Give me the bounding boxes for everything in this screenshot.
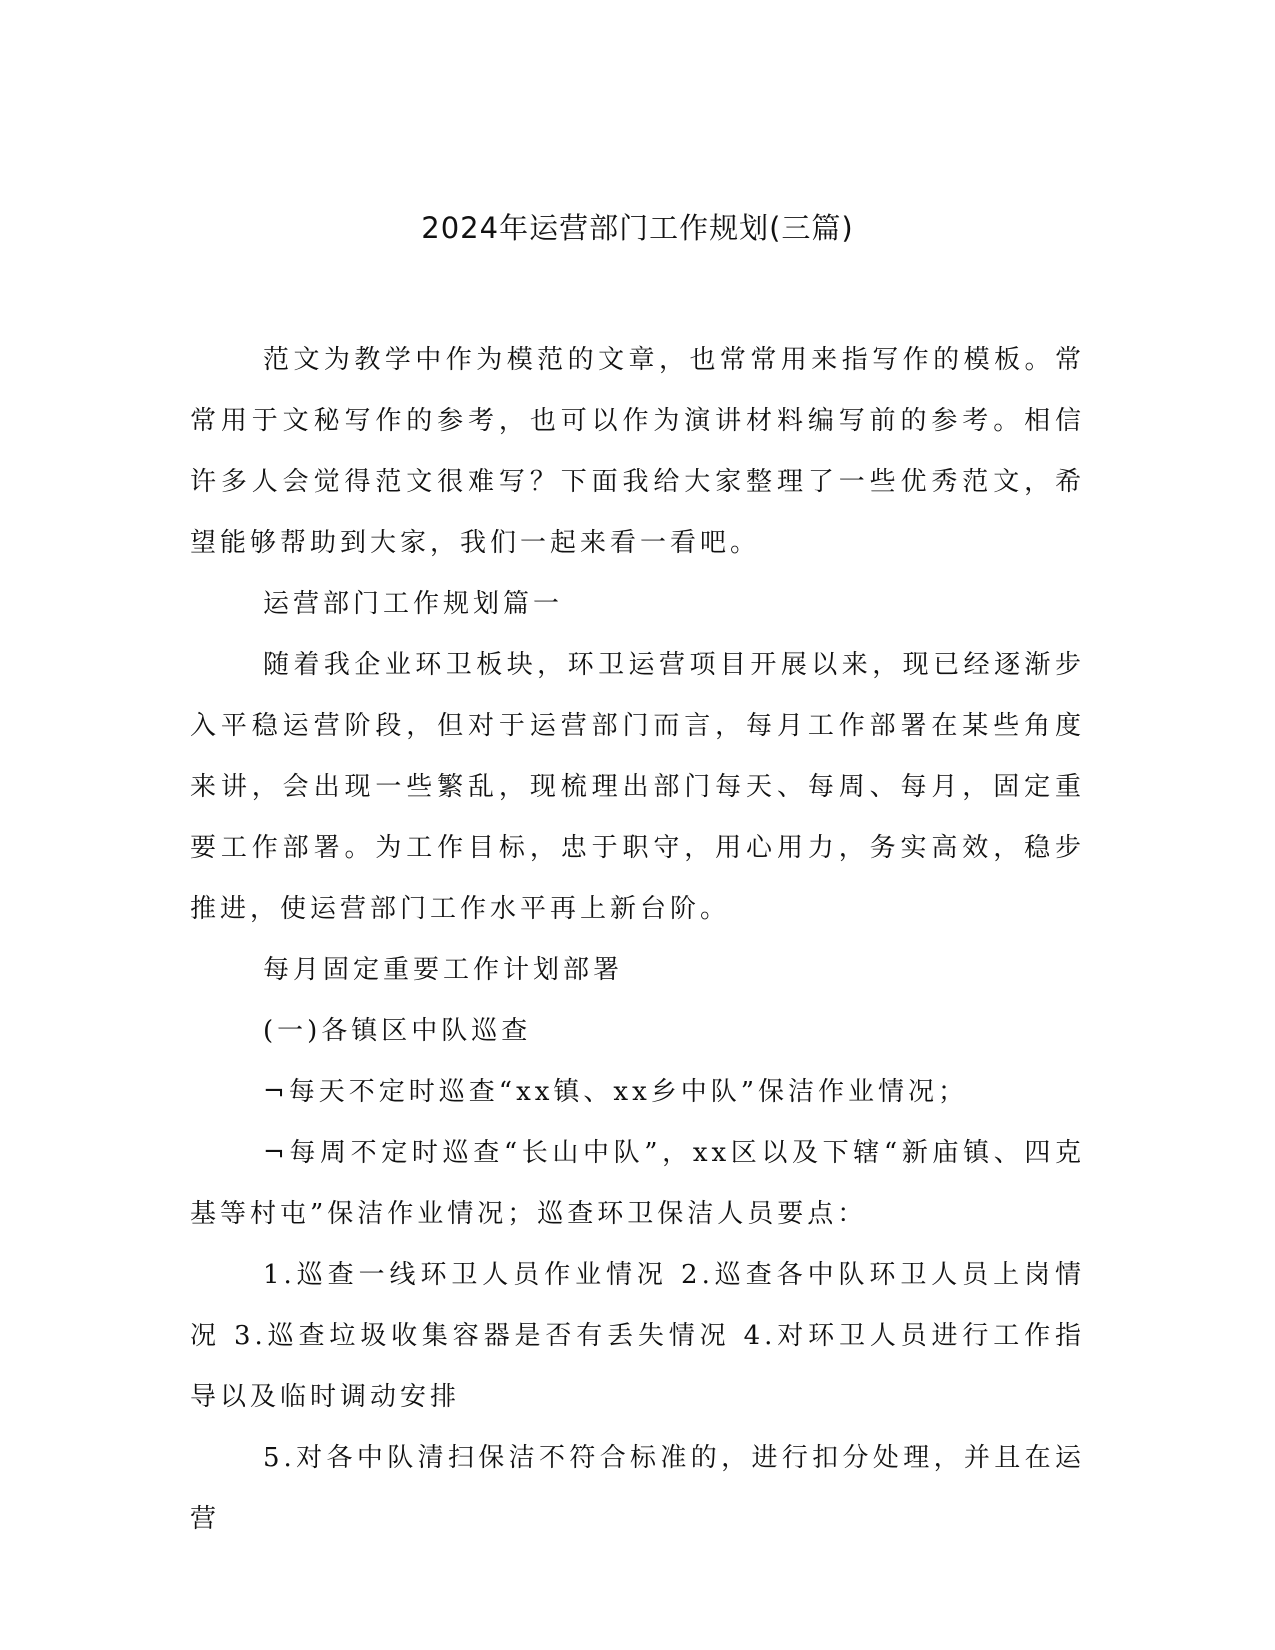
intro-paragraph: 范文为教学中作为模范的文章，也常常用来指写作的模板。常常用于文秘写作的参考，也可以作为演讲材料编写前的参考。相信许多人会觉得范文很难写？下面我给大家整理了一些优秀范文，希望能够帮助到大家，我们一起来看一看吧。 xyxy=(190,345,1085,558)
background-paragraph: 随着我企业环卫板块，环卫运营项目开展以来，现已经逐渐步入平稳运营阶段，但对于运营部门而言，每月工作部署在某些角度来讲，会出现一些繁乱，现梳理出部门每天、每周、每月，固定重要工作部署。为工作目标，忠于职守，用心用力，务实高效，稳步推进，使运营部门工作水平再上新台阶。 xyxy=(190,650,1085,924)
document-body xyxy=(190,330,1085,1550)
document-title: 2024年运营部门工作规划(三篇) xyxy=(421,211,854,245)
section-heading-part-one: 运营部门工作规划篇一 xyxy=(263,589,564,619)
subsection-heading-inspection: (一)各镇区中队巡查 xyxy=(263,1016,532,1046)
monthly-plan-heading: 每月固定重要工作计划部署 xyxy=(263,955,624,985)
deduction-item: 5.对各中队清扫保洁不符合标准的，进行扣分处理，并且在运营 xyxy=(190,1443,1085,1534)
weekly-inspection-item: ¬每周不定时巡查“长山中队”，xx区以及下辖“新庙镇、四克基等村屯”保洁作业情况；巡查环卫保洁人员要点： xyxy=(190,1138,1085,1229)
daily-inspection-item: ¬每天不定时巡查“xx镇、xx乡中队”保洁作业情况； xyxy=(263,1077,969,1107)
inspection-points-list: 1.巡查一线环卫人员作业情况 2.巡查各中队环卫人员上岗情况 3.巡查垃圾收集容器是否有丢失情况 4.对环卫人员进行工作指导以及临时调动安排 xyxy=(190,1260,1085,1412)
